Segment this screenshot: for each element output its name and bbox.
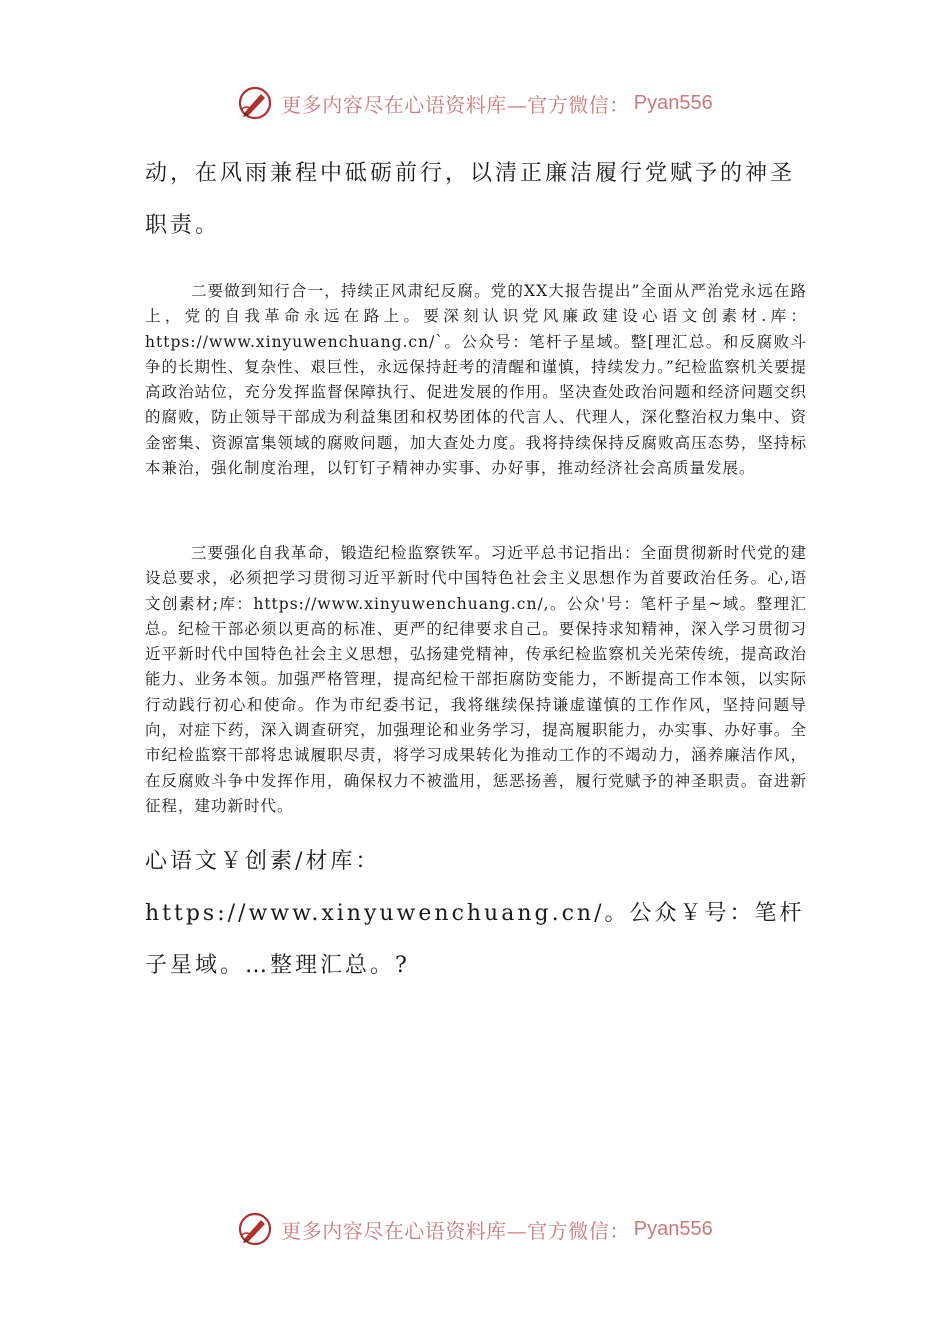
header-banner <box>0 78 950 128</box>
header-text: 更多内容尽在心语资料库—官方微信： <box>281 92 630 117</box>
paragraph-4: 心语文￥创素/材库：https://www.xinyuwenchuang.cn/。公众￥号：笔杆子星域。…整理汇总。? <box>145 849 805 978</box>
paragraph-1: 动，在风雨兼程中砥砺前行，以清正廉洁履行党赋予的神圣职责。 <box>145 161 796 238</box>
paragraph-3: 三要强化自我革命，锻造纪检监察铁军。习近平总书记指出：全面贯彻新时代党的建设总要求，必须把学习贯彻习近平新时代中国特色社会主义思想作为首要政治任务。心,语文创素材;库：https://www.xinyuwenchuang.cn/,。公众'号：笔杆子星~域。整理汇总。纪检干部必须以更高的标准、更严的纪律要求自己。要保持求知精神，深入学习贯彻习近平新时代中国特色社会主义思想，弘扬建党精神，传承纪检监察机关光荣传统，提高政治能力、业务本领。加强严格管理，提高纪检干部拒腐防变能力，不断提高工作本领，以实际行动践行初心和使命。作为市纪委书记，我将继续保持谦虚谨慎的工作作风，坚持问题导向，对症下药，深入调查研究，加强理论和业务学习，提高履职能力，办实事、办好事。全市纪检监察干部将忠诚履职尽责，将学习成果转化为推动工作的不竭动力，涵养廉洁作风，在反腐败斗争中发挥作用，确保权力不被滥用，惩恶扬善，履行党赋予的神圣职责。奋进新征程，建功新时代。 <box>145 544 807 815</box>
paragraph-2: 二要做到知行合一，持续正风肃纪反腐。党的XX大报告提出”全面从严治党永远在路上，党的自我革命永远在路上。要深刻认识党风廉政建设心语文创素材.库：https://www.xinyuwenchuang.cn/`。公众号：笔杆子星域。整[理汇总。和反腐败斗争的长期性、复杂性、艰巨性，永远保持赶考的清醒和谨慎，持续发力。”纪检监察机关要提高政治站位，充分发挥监督保障执行、促进发展的作用。坚决查处政治问题和经济问题交织的腐败，防止领导干部成为利益集团和权势团体的代言人、代理人，深化整治权力集中、资金密集、资源富集领域的腐败问题，加大查处力度。我将持续保持反腐败高压态势，坚持标本兼治，强化制度治理，以钉钉子精神办实事、办好事，推动经济社会高质量发展。 <box>145 282 807 478</box>
pen-circle-icon <box>237 1211 273 1247</box>
footer-banner <box>0 1204 950 1254</box>
header-wechat-id: Pyan556 <box>633 91 713 114</box>
footer-text: 更多内容尽在心语资料库—官方微信： <box>281 1218 630 1243</box>
footer-wechat-id: Pyan556 <box>633 1217 713 1240</box>
pen-circle-icon <box>237 85 273 121</box>
